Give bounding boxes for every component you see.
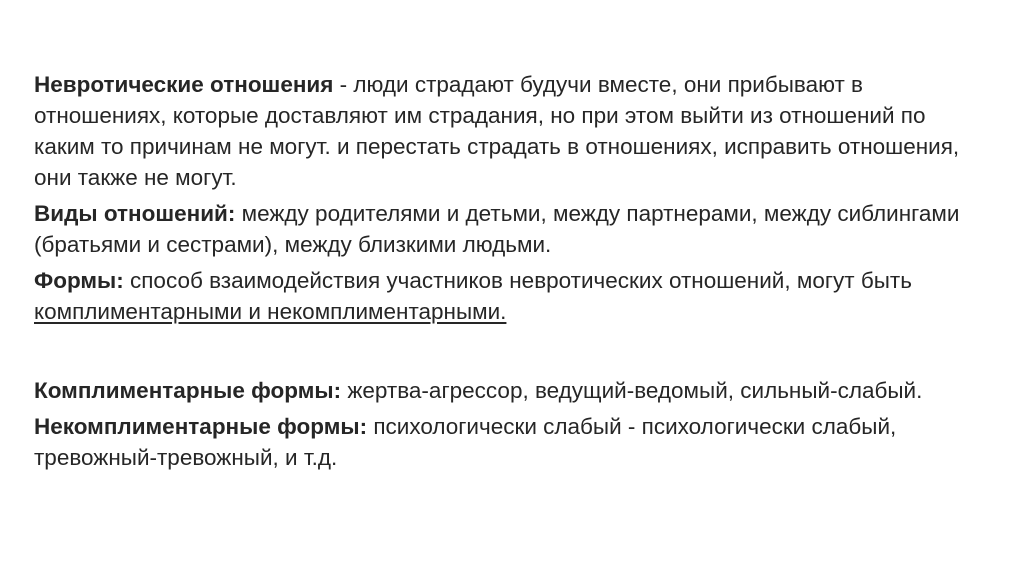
paragraph-relation-types — [34, 198, 984, 260]
complementary-forms-text: жертва-агрессор, ведущий-ведомый, сильный-слабый. — [341, 378, 923, 403]
relation-types-text: между родителями и детьми, между партнерами, между сиблингами (братьями и сестрами), между близкими людьми. — [34, 201, 960, 257]
definition-text: - люди страдают будучи вместе, они прибывают в отношениях, которые доставляют им страдания, но при этом выйти из отношений по каким то причинам не могут. и перестать страдать в отношениях, исправить отношения, они также не могут. — [34, 72, 960, 190]
term-complementary-forms: Комплиментарные формы: — [34, 378, 342, 403]
slide-body — [34, 69, 984, 473]
forms-underlined-text: комплиментарными и некомплиментарными. — [34, 299, 507, 324]
term-neurotic-relations: Невротические отношения — [34, 72, 334, 97]
term-forms: Формы: — [34, 268, 124, 293]
paragraph-noncomplementary-forms — [34, 411, 984, 473]
paragraph-forms — [34, 265, 984, 327]
paragraph-neurotic-relations — [34, 69, 984, 193]
paragraph-complementary-forms — [34, 375, 984, 406]
noncomplementary-forms-text: психологически слабый - психологически слабый, тревожный-тревожный, и т.д. — [34, 414, 897, 470]
term-noncomplementary-forms: Некомплиментарные формы: — [34, 414, 368, 439]
term-relation-types: Виды отношений: — [34, 201, 236, 226]
forms-text: способ взаимодействия участников невротических отношений, могут быть — [123, 268, 912, 293]
